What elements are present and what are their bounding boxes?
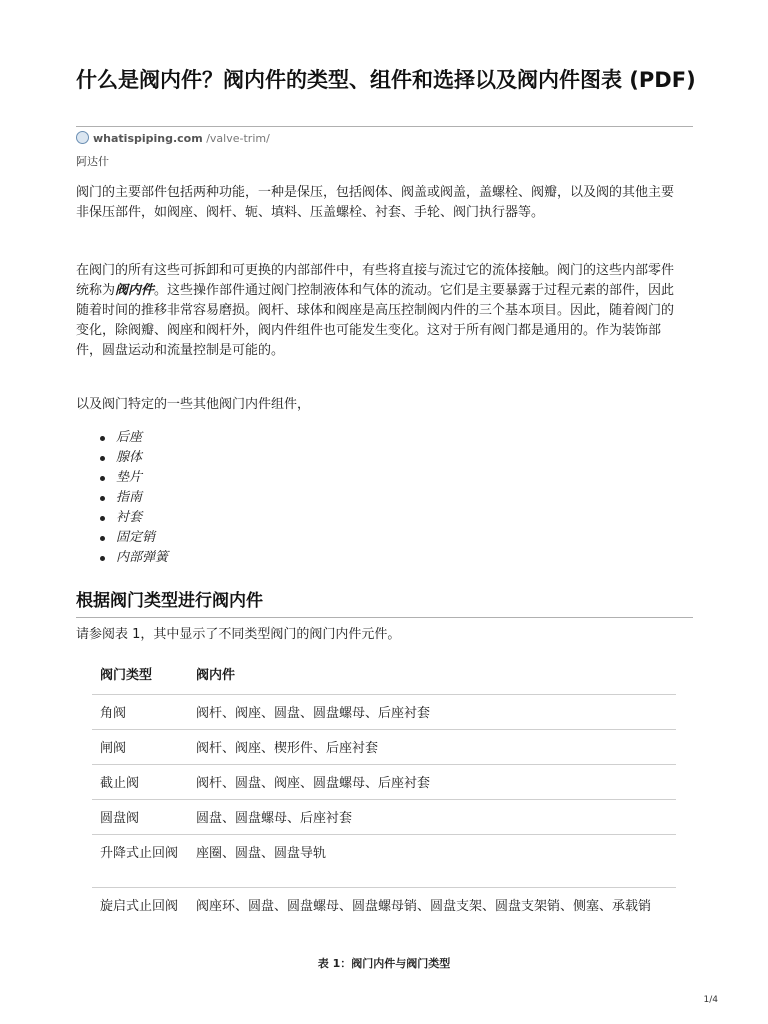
cell-trim-parts: 阀座环、圆盘、圆盘螺母、圆盘螺母销、圆盘支架、圆盘支架销、侧塞、承载销 [196, 899, 652, 914]
cell-valve-type: 升降式止回阀 [100, 846, 179, 861]
globe-icon [76, 131, 89, 144]
bullet-icon [100, 436, 105, 441]
list-item [96, 528, 168, 548]
table-caption: 表 1：阀门内件与阀门类型 [317, 957, 451, 970]
cell-valve-type: 截止阀 [100, 776, 140, 791]
list-item [96, 548, 168, 568]
bullet-icon [100, 536, 105, 541]
list-item-text: 后座 [116, 430, 143, 445]
valve-trim-term: 阀内件 [115, 283, 155, 298]
bullet-icon [100, 456, 105, 461]
list-item [96, 448, 168, 468]
table-row [92, 730, 676, 765]
trim-definition-paragraph [76, 261, 686, 361]
list-item-text: 垫片 [116, 470, 143, 485]
section-divider [76, 617, 693, 618]
cell-trim-parts: 阀杆、阀座、圆盘、圆盘螺母、后座衬套 [196, 706, 431, 721]
list-item [96, 428, 168, 448]
bullet-icon [100, 476, 105, 481]
bullet-icon [100, 556, 105, 561]
list-item [96, 468, 168, 488]
list-item-text: 固定销 [116, 530, 156, 545]
source-link[interactable] [76, 131, 270, 146]
para2-text-start: 在阀门的所有这些可拆卸和可更换的内部部件中，有些将直接与流过它的流体接触。阀门的这些内部零件统称为 [76, 263, 675, 298]
intro-paragraph: 阀门的主要部件包括两种功能，一种是保压，包括阀体、阀盖或阀盖，盖螺栓、阀瓣，以及阀的其他主要非保压部件，如阀座、阀杆、轭、填料、压盖螺栓、衬套、手轮、阀门执行器等。 [76, 185, 675, 220]
cell-valve-type: 旋启式止回阀 [100, 899, 179, 914]
table-row [92, 800, 676, 835]
valve-trim-table [92, 658, 676, 944]
table-header-row [92, 658, 676, 695]
page-indicator: 1/4 [703, 995, 718, 1005]
para2-text-end: 。这些操作部件通过阀门控制液体和气体的流动。它们是主要暴露于过程元素的部件，因此随着时间的推移非常容易磨损。阀杆、球体和阀座是高压控制阀内件的三个基本项目。因此，随着阀门的变化，除阀瓣、阀座和阀杆外，阀内件组件也可能发生变化。这对于所有阀门都是通用的。作为装饰部件，圆盘运动和流量控制是可能的。 [76, 283, 675, 358]
cell-trim-parts: 阀杆、阀座、楔形件、后座衬套 [196, 741, 379, 756]
bullet-icon [100, 496, 105, 501]
trim-component-list [96, 428, 168, 568]
table-row [92, 695, 676, 730]
table-row [92, 835, 676, 888]
components-intro: 以及阀门特定的一些其他阀门内件组件， [76, 397, 311, 412]
source-path[interactable]: /valve-trim/ [206, 132, 270, 145]
list-item [96, 488, 168, 508]
cell-valve-type: 角阀 [100, 706, 127, 721]
list-item-text: 指南 [116, 490, 143, 505]
list-item [96, 508, 168, 528]
table-row [92, 888, 676, 944]
bullet-icon [100, 516, 105, 521]
cell-valve-type: 闸阀 [100, 741, 127, 756]
author: 阿达什 [76, 155, 109, 168]
table-row [92, 765, 676, 800]
list-item-text: 腺体 [116, 450, 143, 465]
header-valve-type: 阀门类型 [100, 668, 153, 683]
source-domain[interactable]: whatispiping.com [93, 132, 203, 145]
cell-trim-parts: 圆盘、圆盘螺母、后座衬套 [196, 811, 353, 826]
list-item-text: 内部弹簧 [116, 550, 169, 565]
list-item-text: 衬套 [116, 510, 143, 525]
cell-trim-parts: 阀杆、圆盘、阀座、圆盘螺母、后座衬套 [196, 776, 431, 791]
table-reference-paragraph: 请参阅表 1，其中显示了不同类型阀门的阀门内件元件。 [76, 627, 401, 642]
title-divider [76, 126, 693, 127]
header-valve-trim: 阀内件 [196, 668, 236, 683]
page-title: 什么是阀内件？阀内件的类型、组件和选择以及阀内件图表 (PDF) [76, 68, 696, 92]
cell-valve-type: 圆盘阀 [100, 811, 140, 826]
section-heading: 根据阀门类型进行阀内件 [76, 591, 263, 611]
cell-trim-parts: 座圈、圆盘、圆盘导轨 [196, 846, 327, 861]
